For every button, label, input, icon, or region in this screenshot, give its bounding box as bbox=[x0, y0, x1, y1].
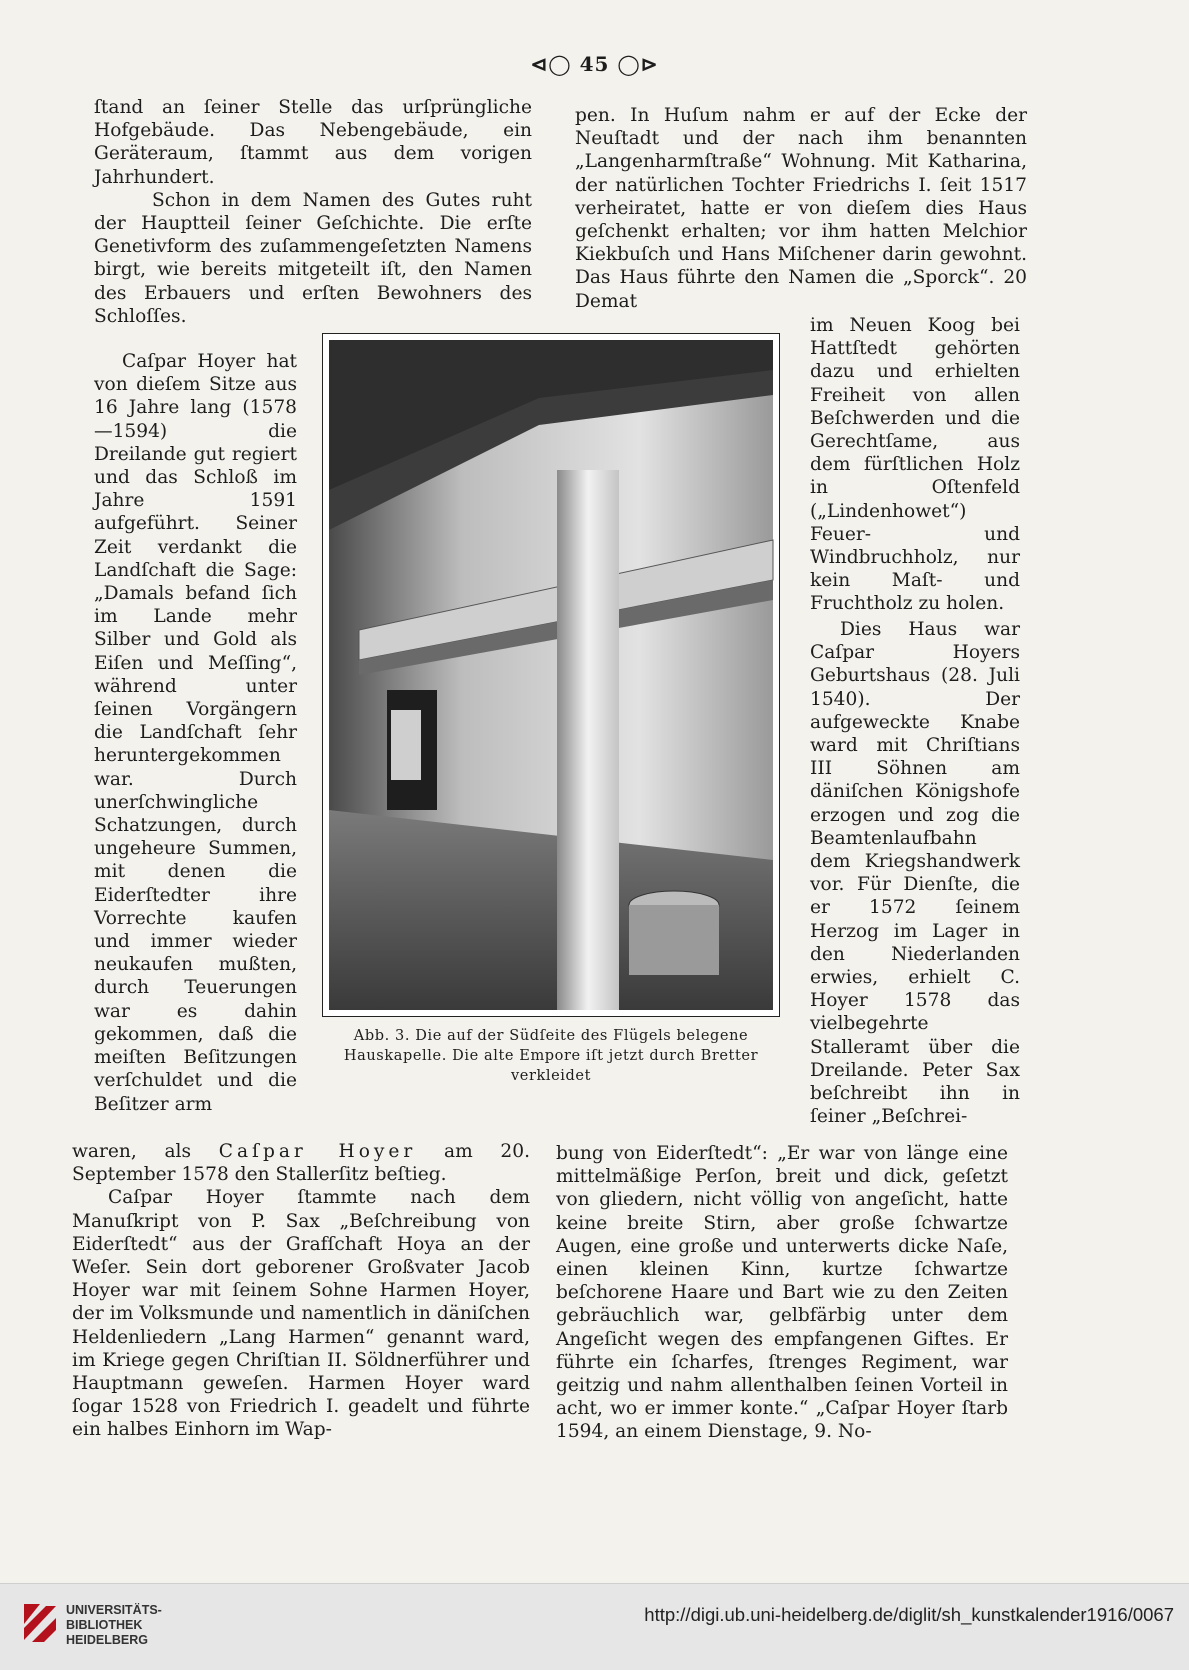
right-column-narrow-1 bbox=[810, 314, 1020, 624]
paragraph: pen. In Huſum nahm er auf der Ecke der Neuſtadt und der nach ihm benannten „Langenharmſtraße“ Wohnung. Mit Katharina, der natürlichen Tochter Friedrichs I. ſeit 1517 verheiratet, hatte er von dieſem dies Haus geſchenkt erhalten; vor ihm hatten Melchior Kiekbuſch und Hans Miſchener darin gewohnt. Das Haus führte den Namen die „Sporck“. 20 Demat bbox=[575, 105, 1027, 312]
library-footer bbox=[0, 1583, 1189, 1670]
emphasized-name: Caſpar Hoyer bbox=[218, 1141, 417, 1162]
caption-line: verkleidet bbox=[510, 1068, 592, 1084]
chapel-interior-photo bbox=[329, 340, 773, 1010]
left-column-top bbox=[94, 96, 532, 327]
right-column-bottom bbox=[556, 1142, 1008, 1488]
paragraph: Caſpar Hoyer ſtammte nach dem Manuſkript von P. Sax „Beſchreibung von Eiderſtedt“ aus der Grafſchaft Hoya an der Weſer. Sein dort geborener Großvater Jacob Hoyer war mit ſeinem Sohne Harmen Hoyer, der im Volksmunde und namentlich in däniſchen Heldenliedern „Lang Harmen“ genannt ward, im Kriege gegen Chriſtian II. Söldnerführer und Hauptmann geweſen. Harmen Hoyer ward ſogar 1528 von Friedrich I. geadelt und führte ein halbes Einhorn im Wap- bbox=[72, 1187, 530, 1441]
caption-line: Hauskapelle. Die alte Empore iſt jetzt durch Bretter bbox=[343, 1048, 759, 1064]
ornament-left-icon: ⊲◯ bbox=[530, 52, 572, 76]
figure-caption bbox=[318, 1026, 784, 1086]
right-column-narrow-2 bbox=[810, 618, 1020, 1144]
right-column-top bbox=[575, 104, 1027, 316]
paragraph: Caſpar Hoyer hat von dieſem Sitze aus 16 Jahre lang (1578—1594) die Dreilande gut regiert und das Schloß im Jahre 1591 aufgeführt. Seiner Zeit verdankt die Landſchaft die Sage: „Damals befand ſich im Lande mehr Silber und Gold als Eiſen und Meſſing“, während unter ſeinen Vorgängern die Landſchaft ſehr heruntergekommen war. Durch unerſchwingliche Schatzungen, durch ungeheure Summen, mit denen die Eiderſtedter ihre Vorrechte kaufen und immer wieder neukaufen mußten, durch Teuerungen war es dahin gekommen, daß die meiſten Beſitzungen verſchuldet und die Beſitzer arm bbox=[94, 351, 297, 1115]
page-number-text: 45 bbox=[579, 52, 610, 76]
left-column-bottom bbox=[72, 1140, 530, 1442]
paragraph: bung von Eiderſtedt“: „Er war von länge eine mittelmäßige Perſon, breit und dick, geſetzt von gliedern, nicht völlig von angeſicht, hatte keine breite Stirn, aber große ſchwartze Augen, eine große und unterwerts dicke Naſe, einen kleinen Kinn, kurtze ſchwartze beſchorene Haare und Bart wie zu den Zeiten gebräuchlich war, gelbfärbig unter dem Angeſicht wegen des empfangenen Giftes. Er führte ein ſcharfes, ſtrenges Regiment, war geitzig und nahm allenthalben ſeinen Vorteil in acht, wo er immer konte.“ „Caſpar Hoyer ſtarb 1594, an einem Dienstage, 9. No- bbox=[556, 1143, 1008, 1443]
paragraph: Schon in dem Namen des Gutes ruht der Hauptteil ſeiner Geſchichte. Die erſte Genetivform des zuſammengeſetzten Namens birgt, wie bereits mitgeteilt iſt, den Namen des Erbauers und erſten Bewohners des Schloſſes. bbox=[94, 189, 532, 327]
ornament-right-icon: ◯⊳ bbox=[617, 52, 659, 76]
university-library-logo-icon bbox=[20, 1600, 60, 1646]
left-column-narrow bbox=[94, 350, 297, 1132]
library-name: UNIVERSITÄTS- BIBLIOTHEK HEIDELBERG bbox=[66, 1603, 162, 1647]
paragraph: waren, als Caſpar Hoyer am 20. September 1578 den Stallerſitz beſtieg. bbox=[72, 1141, 530, 1186]
page-number bbox=[0, 52, 1189, 76]
paragraph: ſtand an ſeiner Stelle das urſprüngliche Hofgebäude. Das Nebengebäude, ein Geräteraum, ſtammt aus dem vorigen Jahrhundert. bbox=[94, 97, 532, 188]
source-url-link[interactable]: http://digi.ub.uni-heidelberg.de/diglit/sh_kunstkalender1916/0067 bbox=[644, 1604, 1174, 1625]
caption-line: Abb. 3. Die auf der Südſeite des Flügels belegene bbox=[353, 1028, 749, 1044]
paragraph: Dies Haus war Caſpar Hoyers Geburtshaus (28. Juli 1540). Der aufgeweckte Knabe ward mit Chriſtians III Söhnen am däniſchen Königshofe erzogen und zog die Beamtenlaufbahn dem Kriegshandwerk vor. Für Dienſte, die er 1572 ſeinem Herzog im Lager in den Niederlanden erwies, erhielt C. Hoyer 1578 das vielbegehrte Stalleramt über die Dreilande. Peter Sax beſchreibt ihn in ſeiner „Beſchrei- bbox=[810, 619, 1020, 1128]
figure-photo-frame bbox=[322, 333, 780, 1017]
paragraph: im Neuen Koog bei Hattſtedt gehörten dazu und erhielten Freiheit von allen Beſchwerden und die Gerechtſame, aus dem fürſtlichen Holz in Oſtenfeld („Lindenhowet“) Feuer- und Windbruchholz, nur kein Maſt- und Fruchtholz zu holen. bbox=[810, 315, 1020, 615]
